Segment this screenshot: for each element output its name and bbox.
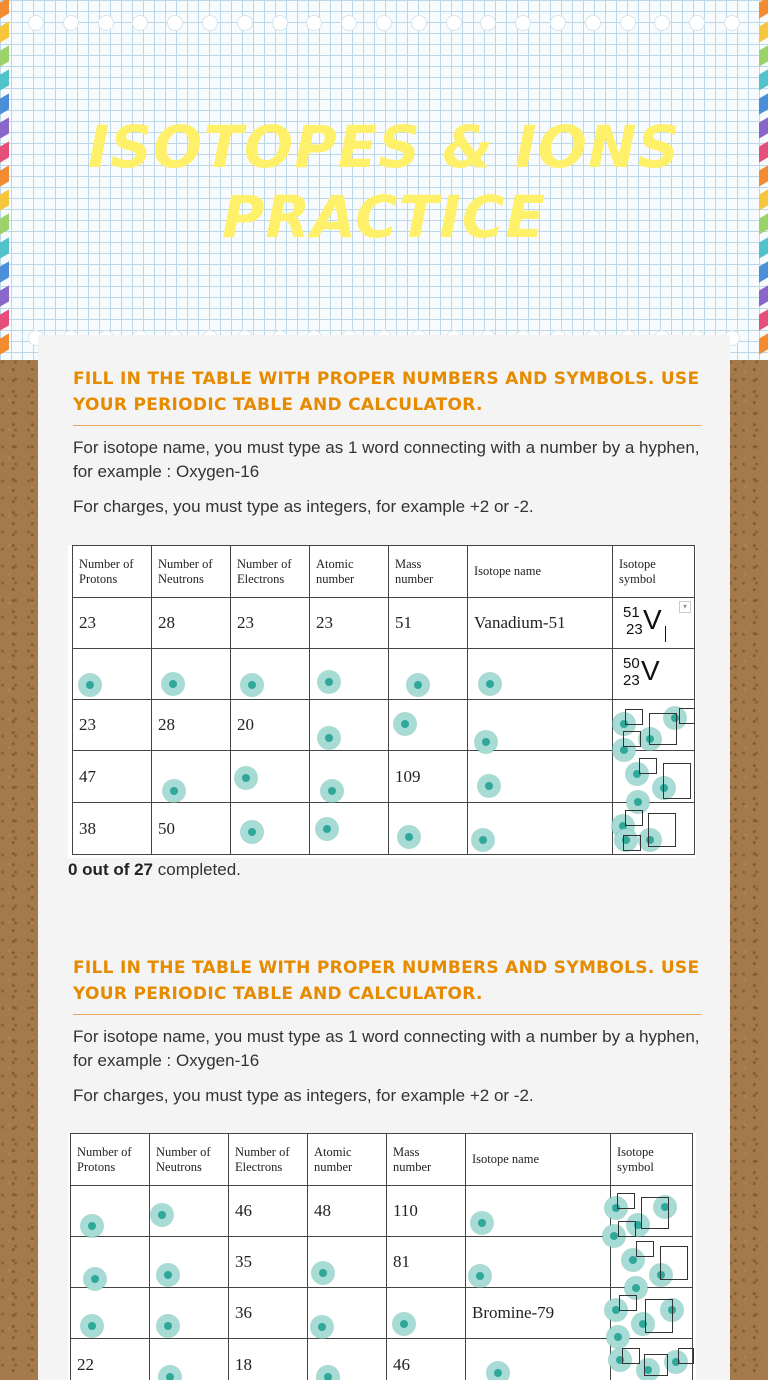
binder-hole (98, 15, 114, 31)
progress-suffix: completed. (157, 860, 241, 879)
stripe-decoration (759, 69, 768, 90)
binder-hole (446, 15, 462, 31)
symbol-input-box[interactable] (648, 813, 676, 847)
answer-drop-target[interactable] (472, 829, 494, 851)
binder-hole (411, 15, 427, 31)
text-cursor (665, 626, 666, 642)
symbol-input-box[interactable] (645, 1299, 673, 1333)
symbol-input-box[interactable] (623, 731, 641, 747)
cell: Vanadium-51 (468, 598, 613, 649)
binder-hole (28, 15, 44, 31)
cell: 35 (229, 1237, 308, 1288)
answer-drop-target[interactable] (162, 673, 184, 695)
answer-drop-target[interactable] (607, 1326, 629, 1348)
answer-drop-target[interactable] (311, 1316, 333, 1338)
answer-drop-target[interactable] (79, 674, 101, 696)
answer-drop-target[interactable] (478, 775, 500, 797)
stripe-decoration (0, 333, 9, 354)
binder-hole (132, 15, 148, 31)
cell: 51 (389, 598, 468, 649)
stripe-decoration (759, 333, 768, 354)
cell: 48 (308, 1186, 387, 1237)
cell: 23 (310, 598, 389, 649)
header-isotope-symbol: Isotope symbol (613, 546, 695, 598)
cell: 36 (229, 1288, 308, 1339)
answer-drop-target[interactable] (394, 713, 416, 735)
answer-drop-target[interactable] (318, 671, 340, 693)
cell: 23 (73, 598, 152, 649)
stripe-decoration (759, 261, 768, 282)
answer-drop-target[interactable] (81, 1315, 103, 1337)
answer-drop-target[interactable] (84, 1268, 106, 1290)
table-row (73, 598, 695, 649)
symbol-input-box[interactable] (619, 1295, 637, 1311)
answer-drop-target[interactable] (469, 1265, 491, 1287)
cell: 81 (387, 1237, 466, 1288)
symbol-cell (613, 598, 695, 649)
binder-hole (272, 15, 288, 31)
answer-drop-target[interactable] (312, 1262, 334, 1284)
binder-hole (689, 15, 705, 31)
header-electrons: Number of Electrons (231, 546, 310, 598)
cell: 38 (73, 803, 152, 855)
symbol-input-box[interactable] (649, 713, 677, 745)
answer-drop-target[interactable] (393, 1313, 415, 1335)
header-atomic-number: Atomic number (308, 1134, 387, 1186)
question-section-1 (73, 366, 701, 519)
stripe-decoration (0, 309, 9, 330)
symbol-input-box[interactable] (623, 835, 641, 851)
symbol-input-box[interactable] (625, 810, 643, 826)
progress-status (68, 860, 241, 880)
section-heading: FILL IN THE TABLE WITH PROPER NUMBERS AND SYMBOLS. USE YOUR PERIODIC TABLE AND CALCULATOR. (73, 955, 701, 1015)
page-title: ISOTOPES & IONS PRACTICE (87, 113, 681, 251)
binder-hole (376, 15, 392, 31)
cell: 20 (231, 700, 310, 751)
binder-hole (620, 15, 636, 31)
symbol-input-box[interactable] (660, 1246, 688, 1280)
answer-drop-target[interactable] (241, 821, 263, 843)
answer-drop-target[interactable] (241, 674, 263, 696)
symbol-element: V (641, 655, 660, 686)
stripe-decoration (0, 21, 9, 42)
answer-drop-target[interactable] (321, 780, 343, 802)
binder-hole (585, 15, 601, 31)
stripe-decoration (0, 45, 9, 66)
cell: 22 (71, 1339, 150, 1380)
instruction-isotope-name: For isotope name, you must type as 1 word connecting with a number by a hyphen, for example : Oxygen-16 (73, 1027, 700, 1070)
header-banner (0, 0, 768, 360)
symbol-element: V (643, 604, 662, 635)
stripe-decoration (759, 45, 768, 66)
answer-drop-target[interactable] (163, 780, 185, 802)
answer-drop-target[interactable] (471, 1212, 493, 1234)
cell: Bromine-79 (466, 1288, 611, 1339)
symbol-atomic: 23 (626, 621, 643, 638)
symbol-input-box[interactable] (679, 708, 695, 724)
stripe-decoration (759, 309, 768, 330)
answer-drop-target[interactable] (398, 826, 420, 848)
progress-count: 0 out of 27 (68, 860, 154, 879)
header-neutrons: Number of Neutrons (150, 1134, 229, 1186)
binder-hole (237, 15, 253, 31)
cell: 110 (387, 1186, 466, 1237)
section-heading: FILL IN THE TABLE WITH PROPER NUMBERS AND SYMBOLS. USE YOUR PERIODIC TABLE AND CALCULATOR. (73, 366, 701, 426)
answer-drop-target[interactable] (407, 674, 429, 696)
cell: 28 (152, 598, 231, 649)
symbol-input-box[interactable] (678, 1348, 694, 1364)
binder-hole (550, 15, 566, 31)
symbol-input-box[interactable] (663, 763, 691, 799)
table-row (73, 803, 695, 855)
header-isotope-name: Isotope name (468, 546, 613, 598)
isotope-table (72, 545, 695, 855)
binder-hole (654, 15, 670, 31)
answer-drop-target[interactable] (316, 818, 338, 840)
stripe-decoration (0, 0, 9, 19)
symbol-input-box[interactable] (636, 1241, 654, 1257)
symbol-input-box[interactable] (617, 1193, 635, 1209)
cell: 46 (387, 1339, 466, 1380)
header-mass-number: Mass number (389, 546, 468, 598)
cell: 47 (73, 751, 152, 803)
symbol-input-box[interactable] (644, 1354, 668, 1376)
symbol-input-box[interactable] (641, 1197, 669, 1229)
symbol-input-box[interactable] (622, 1348, 640, 1364)
binder-hole (341, 15, 357, 31)
answer-drop-target[interactable] (235, 767, 257, 789)
cell: 109 (389, 751, 468, 803)
symbol-atomic: 23 (623, 672, 640, 689)
header-isotope-symbol: Isotope symbol (611, 1134, 693, 1186)
binder-hole (515, 15, 531, 31)
stripe-decoration (759, 0, 768, 19)
cell: 28 (152, 700, 231, 751)
answer-drop-target[interactable] (318, 727, 340, 749)
worksheet-table-1 (68, 545, 696, 858)
answer-drop-target[interactable] (479, 673, 501, 695)
answer-drop-target[interactable] (81, 1215, 103, 1237)
binder-hole (480, 15, 496, 31)
cell (71, 1237, 150, 1288)
binder-hole (724, 15, 740, 31)
binder-hole (167, 15, 183, 31)
binder-hole (202, 15, 218, 31)
table-row (73, 700, 695, 751)
header-protons: Number of Protons (71, 1134, 150, 1186)
symbol-input-box[interactable] (618, 1221, 636, 1237)
stripe-decoration (759, 21, 768, 42)
worksheet-table-2 (68, 1133, 696, 1380)
cell (152, 649, 231, 700)
cell (231, 649, 310, 700)
answer-drop-target[interactable] (157, 1264, 179, 1286)
instruction-isotope-name: For isotope name, you must type as 1 word connecting with a number by a hyphen, for example : Oxygen-16 (73, 438, 700, 481)
header-mass-number: Mass number (387, 1134, 466, 1186)
header-atomic-number: Atomic number (310, 546, 389, 598)
stripe-decoration (0, 69, 9, 90)
symbol-mass: 51 (623, 604, 640, 621)
isotope-table (70, 1133, 693, 1380)
stripe-decoration (0, 261, 9, 282)
cell (389, 649, 468, 700)
dropdown-icon[interactable]: ▾ (679, 601, 691, 613)
stripe-decoration (759, 285, 768, 306)
header-isotope-name: Isotope name (466, 1134, 611, 1186)
answer-drop-target[interactable] (151, 1204, 173, 1226)
question-section-2 (73, 955, 701, 1108)
symbol-cell (613, 649, 695, 700)
instruction-charges: For charges, you must type as integers, for example +2 or -2. (73, 497, 534, 516)
binder-holes-top (28, 15, 740, 29)
answer-drop-target[interactable] (475, 731, 497, 753)
symbol-mass: 50 (623, 655, 640, 672)
header-neutrons: Number of Neutrons (152, 546, 231, 598)
binder-hole (306, 15, 322, 31)
stripe-decoration (0, 285, 9, 306)
binder-hole (63, 15, 79, 31)
symbol-input-box[interactable] (639, 758, 657, 774)
instruction-charges: For charges, you must type as integers, for example +2 or -2. (73, 1086, 534, 1105)
cell: 50 (152, 803, 231, 855)
cell: 23 (73, 700, 152, 751)
cell: 23 (231, 598, 310, 649)
answer-drop-target[interactable] (157, 1315, 179, 1337)
header-protons: Number of Protons (73, 546, 152, 598)
answer-drop-target[interactable] (487, 1362, 509, 1380)
symbol-input-box[interactable] (625, 709, 643, 725)
header-electrons: Number of Electrons (229, 1134, 308, 1186)
cell: 46 (229, 1186, 308, 1237)
cell: 18 (229, 1339, 308, 1380)
